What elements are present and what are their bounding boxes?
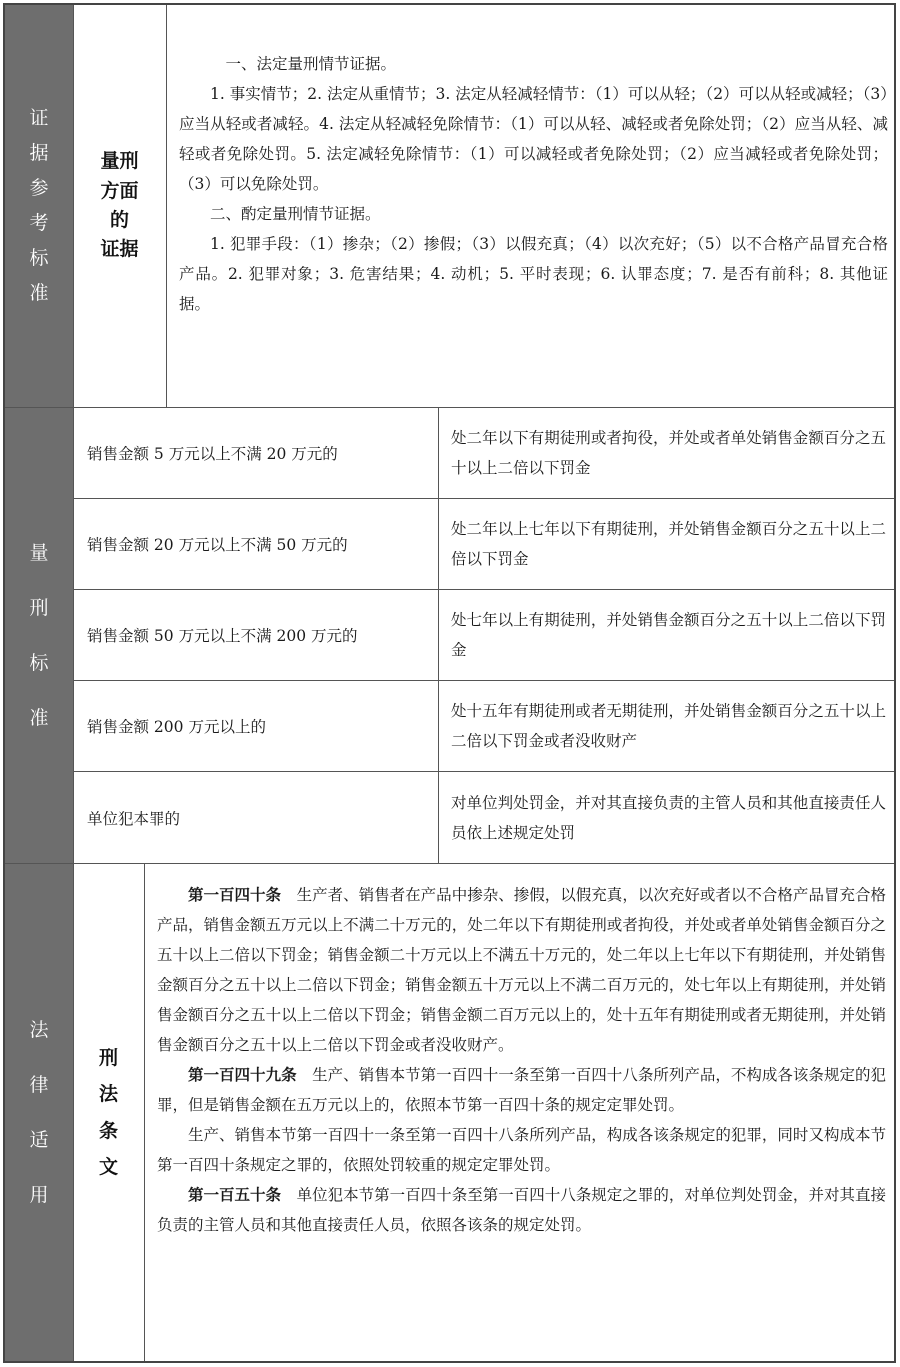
penalty-cell: 处十五年有期徒刑或者无期徒刑，并处销售金额百分之五十以上二倍以下罚金或者没收财产 [451,702,886,750]
sentencing-section [5,407,894,863]
article-title: 第一百五十条 [188,1186,282,1204]
evidence-side-label: 证 据 参 考 标 准 [5,5,74,407]
article-text: 单位犯本节第一百四十条至第一百四十八条规定之罪的，对单位判处罚金，并对其直接负责的主管人员和其他直接责任人员，依照各该条的规定处罚。 [157,1186,886,1234]
article-title: 第一百四十条 [188,886,282,904]
evidence-body [167,5,894,407]
condition-cell: 销售金额 20 万元以上不满 50 万元的 [73,499,439,589]
table-row [73,772,894,864]
condition-cell: 销售金额 200 万元以上的 [73,681,439,771]
condition-cell: 单位犯本罪的 [73,772,439,864]
evidence-sub-label: 量刑 方面 的 证据 [73,5,167,407]
law-body [145,864,894,1361]
table-row [73,499,894,590]
article-text: 生产、销售本节第一百四十一条至第一百四十八条所列产品，构成各该条规定的犯罪，同时又构成本节第一百四十条规定之罪的，依照处罚较重的规定定罪处罚。 [157,1126,886,1174]
article-text: 生产者、销售者在产品中掺杂、掺假，以假充真，以次充好或者以不合格产品冒充合格产品，销售金额五万元以上不满二十万元的，处二年以下有期徒刑或者拘役，并处或者单处销售金额百分之五十以上二倍以下罚金；销售金额二十万元以上不满五十万元的，处二年以上七年以下有期徒刑，并处销售金额百分之五十以上二倍以下罚金；销售金额五十万元以上不满二百万元的，处七年以上有期徒刑，并处销售金额百分之五十以上二倍以下罚金；销售金额二百万元以上的，处十五年有期徒刑或者无期徒刑，并处销售金额百分之五十以上二倍以下罚金或者没收财产。 [157,886,886,1054]
article-paragraph [157,1060,886,1120]
article-paragraph [157,1120,886,1180]
law-section [5,863,894,1361]
article-paragraph [157,880,886,1060]
evidence-paragraph: 一、法定量刑情节证据。 [225,55,397,73]
table-row [73,408,894,499]
condition-cell: 销售金额 5 万元以上不满 20 万元的 [73,408,439,498]
article-text: 生产、销售本节第一百四十一条至第一百四十八条所列产品，不构成各该条规定的犯罪，但是销售金额在五万元以上的，依照本节第一百四十条的规定定罪处罚。 [157,1066,886,1114]
penalty-cell: 处二年以下有期徒刑或者拘役，并处或者单处销售金额百分之五十以上二倍以下罚金 [451,429,886,477]
evidence-section [5,5,894,407]
evidence-paragraph: 二、酌定量刑情节证据。 [210,205,381,223]
legal-reference-table [3,3,896,1363]
table-row [73,681,894,772]
penalty-cell: 对单位判处罚金，并对其直接负责的主管人员和其他直接责任人员依上述规定处罚 [451,794,886,842]
penalty-cell: 处二年以上七年以下有期徒刑，并处销售金额百分之五十以上二倍以下罚金 [451,520,886,568]
law-side-label: 法 律 适 用 [5,864,74,1361]
law-sub-label: 刑 法 条 文 [73,864,145,1361]
table-row [73,590,894,681]
evidence-paragraph: 1. 犯罪手段：（1）掺杂；（2）掺假；（3）以假充真；（4）以次充好；（5）以不合格产品冒充合格产品。2. 犯罪对象；3. 危害结果；4. 动机；5. 平时表现；6. 认罪态度；7. 是否有前科；8. 其他证据。 [179,235,888,313]
sentencing-side-label: 量 刑 标 准 [5,408,74,863]
penalty-cell: 处七年以上有期徒刑，并处销售金额百分之五十以上二倍以下罚金 [451,611,886,659]
article-title: 第一百四十九条 [188,1066,297,1084]
evidence-paragraph: 1. 事实情节；2. 法定从重情节；3. 法定从轻减轻情节：（1）可以从轻；（2）可以从轻或减轻；（3）应当从轻或者减轻。4. 法定从轻减轻免除情节：（1）可以从轻、减轻或者免除处罚；（2）应当从轻、减轻或者免除处罚。5. 法定减轻免除情节：（1）可以减轻或者免除处罚；（2）应当减轻或者免除处罚；（3）可以免除处罚。 [179,85,888,193]
condition-cell: 销售金额 50 万元以上不满 200 万元的 [73,590,439,680]
penalty-table [73,408,894,863]
article-paragraph [157,1180,886,1240]
